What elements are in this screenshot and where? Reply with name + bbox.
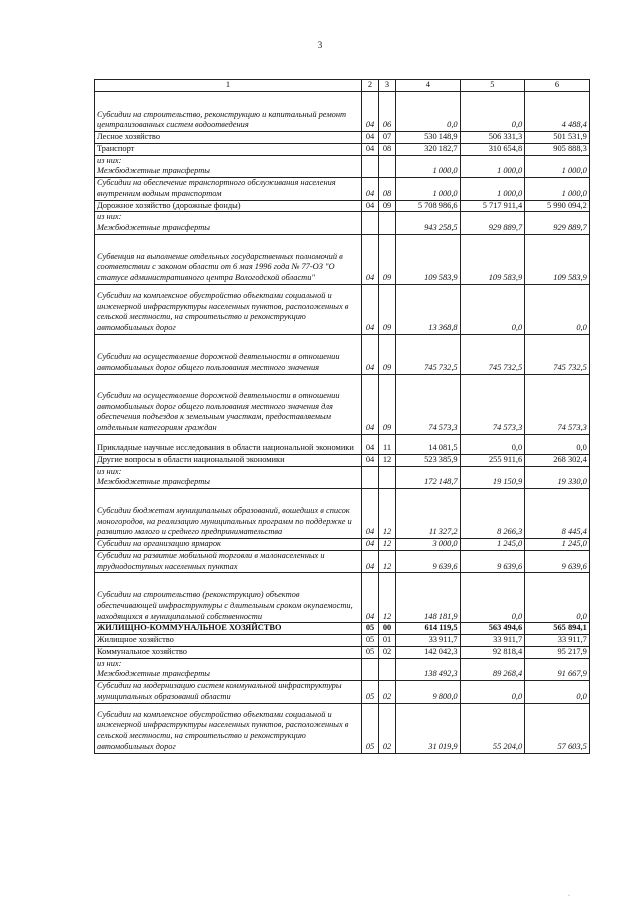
row-value-year2: 89 268,4: [460, 658, 525, 681]
row-section-cell: 04: [362, 178, 379, 201]
row-name-cell: Другие вопросы в области национальной экономики: [95, 454, 362, 466]
row-subsection-cell: 06: [379, 92, 396, 132]
row-value-year2: 74 573,3: [460, 374, 525, 434]
row-subsection-cell: 09: [379, 284, 396, 334]
row-value-year2: 9 639,6: [460, 550, 525, 573]
row-value-year2: 0,0: [460, 284, 525, 334]
row-value-year1: 614 119,5: [396, 623, 461, 635]
row-section-cell: [362, 466, 379, 489]
row-section-cell: 04: [362, 143, 379, 155]
row-subsection-cell: 08: [379, 178, 396, 201]
row-value-year3: 109 583,9: [525, 234, 590, 284]
header-row: [95, 80, 590, 92]
row-value-year1: 138 492,3: [396, 658, 461, 681]
row-subsection-cell: 08: [379, 143, 396, 155]
row-value-year1: 5 708 986,6: [396, 200, 461, 212]
row-subsection-cell: 12: [379, 550, 396, 573]
row-name-cell: Субвенция на выполнение отдельных государственных полномочий в соответствии с законом области от 6 мая 1996 года № 77-ОЗ "О статусе административного центра Вологодской области": [95, 234, 362, 284]
row-subsection-cell: 09: [379, 374, 396, 434]
table-row: [95, 155, 590, 178]
row-subsection-cell: [379, 212, 396, 235]
row-value-year1: 33 911,7: [396, 635, 461, 647]
row-name-cell: Дорожное хозяйство (дорожные фонды): [95, 200, 362, 212]
row-section-cell: 04: [362, 92, 379, 132]
row-subsection-cell: 02: [379, 681, 396, 704]
row-value-year3: 33 911,7: [525, 635, 590, 647]
row-subsection-cell: [379, 658, 396, 681]
row-value-year3: 0,0: [525, 573, 590, 623]
row-value-year3: 0,0: [525, 681, 590, 704]
row-value-year3: 905 888,3: [525, 143, 590, 155]
row-name-cell: из них: Межбюджетные трансферты: [95, 212, 362, 235]
row-section-cell: 04: [362, 374, 379, 434]
row-value-year2: 255 911,6: [460, 454, 525, 466]
row-section-cell: 04: [362, 434, 379, 454]
row-subsection-cell: 12: [379, 489, 396, 539]
row-value-year1: 172 148,7: [396, 466, 461, 489]
row-value-year1: 3 000,0: [396, 539, 461, 551]
header-cell-name: 1: [95, 80, 362, 92]
row-value-year2: 0,0: [460, 681, 525, 704]
row-value-year2: 19 150,9: [460, 466, 525, 489]
row-subsection-cell: 07: [379, 132, 396, 144]
row-value-year1: 745 732,5: [396, 334, 461, 374]
row-value-year1: 74 573,3: [396, 374, 461, 434]
row-value-year2: 310 654,8: [460, 143, 525, 155]
row-value-year2: 506 331,3: [460, 132, 525, 144]
row-value-year2: 0,0: [460, 92, 525, 132]
row-name-cell: Субсидии на строительство, реконструкцию и капитальный ремонт централизованных систем водоотведения: [95, 92, 362, 132]
row-name-cell: Субсидии на осуществление дорожной деятельности в отношении автомобильных дорог общего пользования местного значения: [95, 334, 362, 374]
row-value-year1: 1 000,0: [396, 155, 461, 178]
row-subsection-cell: 09: [379, 200, 396, 212]
row-name-cell: из них: Межбюджетные трансферты: [95, 155, 362, 178]
row-name-cell: Лесное хозяйство: [95, 132, 362, 144]
row-value-year1: 148 181,9: [396, 573, 461, 623]
table-row: [95, 681, 590, 704]
row-value-year1: 943 258,5: [396, 212, 461, 235]
row-section-cell: 04: [362, 489, 379, 539]
row-value-year3: 745 732,5: [525, 334, 590, 374]
row-value-year1: 523 385,9: [396, 454, 461, 466]
row-section-cell: 04: [362, 234, 379, 284]
table-row: [95, 635, 590, 647]
row-section-cell: 05: [362, 646, 379, 658]
row-value-year2: 8 266,3: [460, 489, 525, 539]
row-value-year1: 142 042,3: [396, 646, 461, 658]
row-section-cell: 04: [362, 573, 379, 623]
row-value-year3: 1 000,0: [525, 155, 590, 178]
row-name-cell: Субсидии на модернизацию систем коммунальной инфраструктуры муниципальных образований области: [95, 681, 362, 704]
row-value-year1: 0,0: [396, 92, 461, 132]
row-name-cell: Субсидии на организацию ярмарок: [95, 539, 362, 551]
row-subsection-cell: 02: [379, 646, 396, 658]
row-value-year1: 31 019,9: [396, 703, 461, 753]
header-cell-year3: 6: [525, 80, 590, 92]
row-name-cell: из них: Межбюджетные трансферты: [95, 466, 362, 489]
row-value-year3: 91 667,9: [525, 658, 590, 681]
table-row: [95, 234, 590, 284]
row-value-year1: 13 368,8: [396, 284, 461, 334]
table-row: [95, 143, 590, 155]
row-subsection-cell: 09: [379, 334, 396, 374]
row-name-cell: Субсидии на строительство (реконструкцию) объектов обеспечивающей инфраструктуры с длительным сроком окупаемости, находящихся в муниципальной собственности: [95, 573, 362, 623]
row-section-cell: 04: [362, 284, 379, 334]
row-value-year2: 929 889,7: [460, 212, 525, 235]
row-value-year2: 109 583,9: [460, 234, 525, 284]
row-subsection-cell: 00: [379, 623, 396, 635]
row-name-cell: Коммунальное хозяйство: [95, 646, 362, 658]
row-value-year1: 14 081,5: [396, 434, 461, 454]
row-value-year3: 0,0: [525, 434, 590, 454]
row-name-cell: Субсидии на развитие мобильной торговли в малонаселенных и труднодоступных населенных пунктах: [95, 550, 362, 573]
row-section-cell: 04: [362, 539, 379, 551]
row-value-year3: 9 639,6: [525, 550, 590, 573]
row-value-year1: 109 583,9: [396, 234, 461, 284]
row-name-cell: Субсидии бюджетам муниципальных образований, вошедших в список моногородов, на реализацию муниципальных программ по поддержке и развитию малого и среднего предпринимательства: [95, 489, 362, 539]
row-value-year1: 11 327,2: [396, 489, 461, 539]
table-row: [95, 92, 590, 132]
row-value-year3: 268 302,4: [525, 454, 590, 466]
table-body: [95, 92, 590, 754]
table-row: [95, 646, 590, 658]
row-value-year2: 1 000,0: [460, 178, 525, 201]
row-value-year3: 4 488,4: [525, 92, 590, 132]
row-value-year1: 9 800,0: [396, 681, 461, 704]
row-section-cell: 05: [362, 623, 379, 635]
row-section-cell: 04: [362, 550, 379, 573]
row-section-cell: 04: [362, 334, 379, 374]
row-value-year2: 33 911,7: [460, 635, 525, 647]
row-value-year3: 565 894,1: [525, 623, 590, 635]
row-value-year3: 501 531,9: [525, 132, 590, 144]
row-value-year3: 0,0: [525, 284, 590, 334]
table-row: [95, 132, 590, 144]
row-subsection-cell: [379, 466, 396, 489]
row-name-cell: Транспорт: [95, 143, 362, 155]
table-row: [95, 178, 590, 201]
row-name-cell: Субсидии на осуществление дорожной деятельности в отношении автомобильных дорог общего пользования местного значения для обеспечения подъездов к земельным участкам, предоставляемым отдельным категориям граждан: [95, 374, 362, 434]
row-section-cell: 04: [362, 132, 379, 144]
row-subsection-cell: 01: [379, 635, 396, 647]
page-number: 3: [317, 40, 323, 50]
table-row: [95, 434, 590, 454]
table-row: [95, 573, 590, 623]
row-value-year3: 57 603,5: [525, 703, 590, 753]
row-value-year2: 92 818,4: [460, 646, 525, 658]
row-value-year1: 1 000,0: [396, 178, 461, 201]
row-value-year3: 19 330,0: [525, 466, 590, 489]
row-section-cell: 05: [362, 635, 379, 647]
table-row: [95, 212, 590, 235]
table-row: [95, 489, 590, 539]
row-value-year2: 0,0: [460, 573, 525, 623]
row-subsection-cell: 12: [379, 539, 396, 551]
row-subsection-cell: 09: [379, 234, 396, 284]
row-value-year3: 1 245,0: [525, 539, 590, 551]
row-section-cell: [362, 658, 379, 681]
row-subsection-cell: 02: [379, 703, 396, 753]
table-row: [95, 374, 590, 434]
row-value-year2: 5 717 911,4: [460, 200, 525, 212]
row-value-year3: 929 889,7: [525, 212, 590, 235]
row-section-cell: 04: [362, 454, 379, 466]
row-value-year3: 74 573,3: [525, 374, 590, 434]
row-subsection-cell: 12: [379, 454, 396, 466]
row-value-year2: 1 000,0: [460, 155, 525, 178]
row-section-cell: [362, 212, 379, 235]
row-name-cell: Субсидии на обеспечение транспортного обслуживания населения внутренним водным транспортом: [95, 178, 362, 201]
row-section-cell: 05: [362, 681, 379, 704]
row-value-year3: 1 000,0: [525, 178, 590, 201]
header-cell-section: 2: [362, 80, 379, 92]
row-value-year3: 5 990 094,2: [525, 200, 590, 212]
row-section-cell: [362, 155, 379, 178]
table-row: [95, 703, 590, 753]
row-section-cell: 04: [362, 200, 379, 212]
table-row: [95, 284, 590, 334]
table-row: [95, 550, 590, 573]
table-row: [95, 623, 590, 635]
header-cell-subsection: 3: [379, 80, 396, 92]
row-value-year1: 320 182,7: [396, 143, 461, 155]
table-row: [95, 658, 590, 681]
row-value-year2: 0,0: [460, 434, 525, 454]
row-subsection-cell: 12: [379, 573, 396, 623]
table-row: [95, 334, 590, 374]
row-name-cell: из них: Межбюджетные трансферты: [95, 658, 362, 681]
budget-table: [94, 79, 590, 754]
row-value-year3: 95 217,9: [525, 646, 590, 658]
row-subsection-cell: 11: [379, 434, 396, 454]
header-cell-year2: 5: [460, 80, 525, 92]
row-section-cell: 05: [362, 703, 379, 753]
table-row: [95, 200, 590, 212]
row-subsection-cell: [379, 155, 396, 178]
row-name-cell: Субсидии на комплексное обустройство объектами социальной и инженерной инфраструктуры населенных пунктов, расположенных в сельской местности, на строительство и реконструкцию автомобильных дорог: [95, 284, 362, 334]
table-row: [95, 466, 590, 489]
table-row: [95, 454, 590, 466]
header-cell-year1: 4: [396, 80, 461, 92]
row-value-year2: 1 245,0: [460, 539, 525, 551]
row-name-cell: ЖИЛИЩНО-КОММУНАЛЬНОЕ ХОЗЯЙСТВО: [95, 623, 362, 635]
row-value-year1: 9 639,6: [396, 550, 461, 573]
row-value-year2: 745 732,5: [460, 334, 525, 374]
row-name-cell: Жилищное хозяйство: [95, 635, 362, 647]
row-value-year2: 563 494,6: [460, 623, 525, 635]
row-name-cell: Субсидии на комплексное обустройство объектами социальной и инженерной инфраструктуры населенных пунктов, расположенных в сельской местности, на строительство и реконструкцию автомобильных дорог: [95, 703, 362, 753]
table-row: [95, 539, 590, 551]
row-name-cell: Прикладные научные исследования в области национальной экономики: [95, 434, 362, 454]
row-value-year3: 8 445,4: [525, 489, 590, 539]
row-value-year2: 55 204,0: [460, 703, 525, 753]
row-value-year1: 530 148,9: [396, 132, 461, 144]
